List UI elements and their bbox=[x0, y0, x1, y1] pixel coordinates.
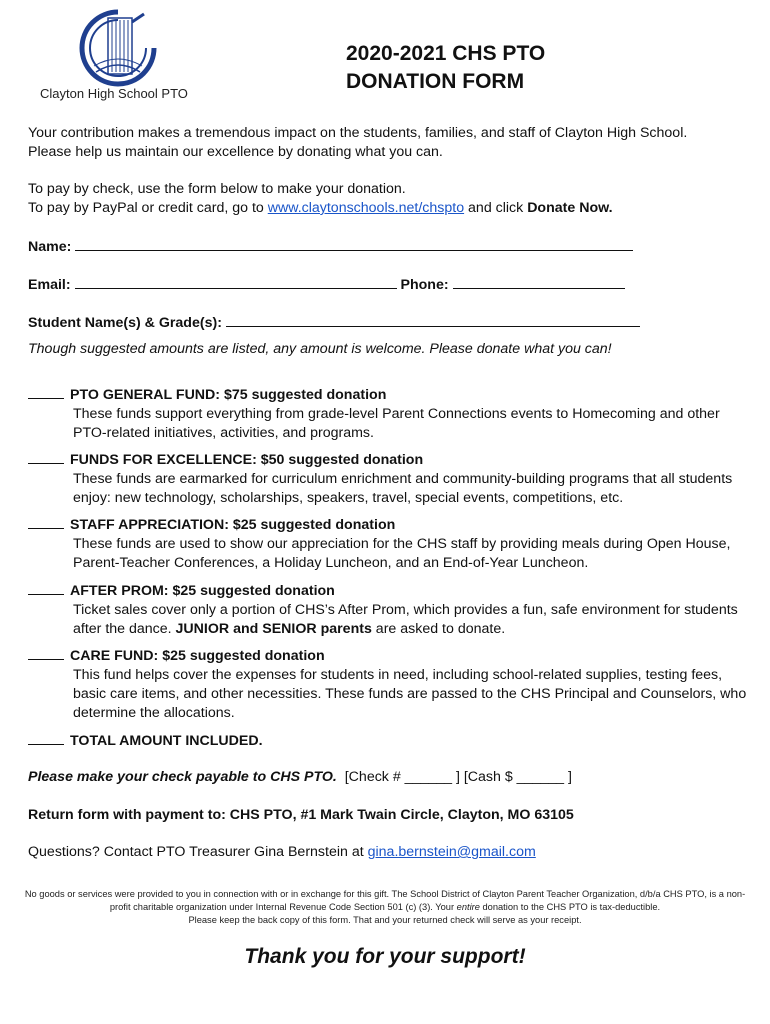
fund-description: This fund helps cover the expenses for students in need, including school-related supplies, testing fees, basic care items, and other necessities. These funds are passed to the CHS Principal and Counselors, who determine the allocations. bbox=[73, 667, 747, 721]
name-label: Name: bbox=[28, 239, 72, 255]
intro-paragraph bbox=[28, 124, 687, 162]
student-field[interactable] bbox=[226, 312, 640, 327]
fund-item bbox=[28, 386, 753, 443]
fund-desc-post: are asked to donate. bbox=[371, 621, 506, 637]
questions-row bbox=[28, 843, 536, 862]
disclaimer bbox=[20, 888, 750, 927]
fund-item bbox=[28, 582, 753, 639]
fund-desc-pre: Ticket sales cover only a portion of CHS’s After Prom, which provides a fun, safe environment for students after the dance. bbox=[73, 602, 738, 637]
fund-description: These funds are used to show our appreciation for the CHS staff by providing meals during Open House, Parent-Teacher Conferences, a Holiday Luncheon, and an End-of-Year Luncheon. bbox=[73, 536, 731, 571]
suggestion-note: Though suggested amounts are listed, any amount is welcome. Please donate what you can! bbox=[28, 341, 612, 357]
fund-amount-blank[interactable] bbox=[28, 647, 64, 660]
questions-prefix: Questions? Contact PTO Treasurer Gina Bernstein at bbox=[28, 844, 368, 860]
thank-you-message: Thank you for your support! bbox=[244, 945, 526, 968]
clayton-building-icon bbox=[78, 8, 158, 88]
fund-description bbox=[28, 601, 753, 639]
fund-item bbox=[28, 647, 753, 723]
paypal-instructions bbox=[28, 199, 613, 218]
fund-amount-blank[interactable] bbox=[28, 516, 64, 529]
fund-description: These funds support everything from grade-level Parent Connections events to Homecoming and other PTO-related initiatives, activities, and programs. bbox=[73, 406, 720, 441]
logo-text: Clayton High School PTO bbox=[40, 86, 188, 101]
disclaimer-part-2: donation to the CHS PTO is tax-deductible. bbox=[479, 902, 661, 912]
check-payable-row bbox=[28, 768, 572, 787]
fund-title: FUNDS FOR EXCELLENCE: $50 suggested donation bbox=[70, 452, 424, 468]
total-label: TOTAL AMOUNT INCLUDED. bbox=[70, 733, 263, 749]
disclaimer-receipt: Please keep the back copy of this form. That and your returned check will serve as your receipt. bbox=[188, 915, 582, 925]
paypal-mid: and click bbox=[464, 200, 528, 216]
email-field[interactable] bbox=[75, 274, 397, 289]
fund-title: AFTER PROM: $25 suggested donation bbox=[70, 583, 335, 599]
return-address: Return form with payment to: CHS PTO, #1 Mark Twain Circle, Clayton, MO 63105 bbox=[28, 807, 574, 823]
fund-item bbox=[28, 516, 753, 573]
treasurer-email-link[interactable]: gina.bernstein@gmail.com bbox=[367, 844, 536, 860]
fund-desc-bold: JUNIOR and SENIOR parents bbox=[175, 621, 372, 637]
fund-amount-blank[interactable] bbox=[28, 451, 64, 464]
fund-description: These funds are earmarked for curriculum enrichment and community-building programs that all students enjoy: new technology, scholarships, speakers, travel, special events, competitions, etc. bbox=[73, 471, 733, 506]
logo bbox=[26, 8, 216, 108]
check-payable-label: Please make your check payable to CHS PTO. bbox=[28, 769, 337, 785]
check-instructions: To pay by check, use the form below to make your donation. bbox=[28, 181, 406, 197]
paypal-link[interactable]: www.claytonschools.net/chspto bbox=[267, 200, 465, 216]
paypal-prefix: To pay by PayPal or credit card, go to bbox=[28, 200, 268, 216]
disclaimer-part-1: No goods or services were provided to you in connection with or in exchange for this gift. The School District of Clayton Parent Teacher Organization, d/b/a CHS PTO, is a non-profit charitable organization under Internal Revenue Code Section 501 (c) (3). Your bbox=[24, 889, 746, 912]
fund-amount-blank[interactable] bbox=[28, 386, 64, 399]
student-row bbox=[28, 312, 640, 333]
check-cash-fields: [Check # ______ ] [Cash $ ______ ] bbox=[336, 769, 572, 785]
student-label: Student Name(s) & Grade(s): bbox=[28, 315, 222, 331]
total-row bbox=[28, 732, 263, 751]
phone-label: Phone: bbox=[400, 277, 449, 293]
payment-instructions bbox=[28, 180, 613, 218]
fund-item bbox=[28, 451, 753, 508]
intro-line-1: Your contribution makes a tremendous impact on the students, families, and staff of Clayton High School. bbox=[28, 125, 688, 141]
name-row bbox=[28, 236, 633, 257]
title-line-2: DONATION FORM bbox=[346, 70, 525, 93]
title-line-1: 2020-2021 CHS PTO bbox=[346, 42, 546, 65]
email-phone-row bbox=[28, 274, 625, 295]
total-amount-blank[interactable] bbox=[28, 732, 64, 745]
phone-field[interactable] bbox=[453, 274, 625, 289]
donate-now-text: Donate Now. bbox=[527, 200, 613, 216]
fund-title: STAFF APPRECIATION: $25 suggested donation bbox=[70, 517, 396, 533]
email-label: Email: bbox=[28, 277, 71, 293]
fund-amount-blank[interactable] bbox=[28, 582, 64, 595]
intro-line-2: Please help us maintain our excellence by donating what you can. bbox=[28, 144, 443, 160]
name-field[interactable] bbox=[75, 236, 633, 251]
fund-title: PTO GENERAL FUND: $75 suggested donation bbox=[70, 387, 387, 403]
form-title bbox=[346, 40, 545, 96]
fund-title: CARE FUND: $25 suggested donation bbox=[70, 648, 325, 664]
disclaimer-entire: entire bbox=[456, 902, 480, 912]
